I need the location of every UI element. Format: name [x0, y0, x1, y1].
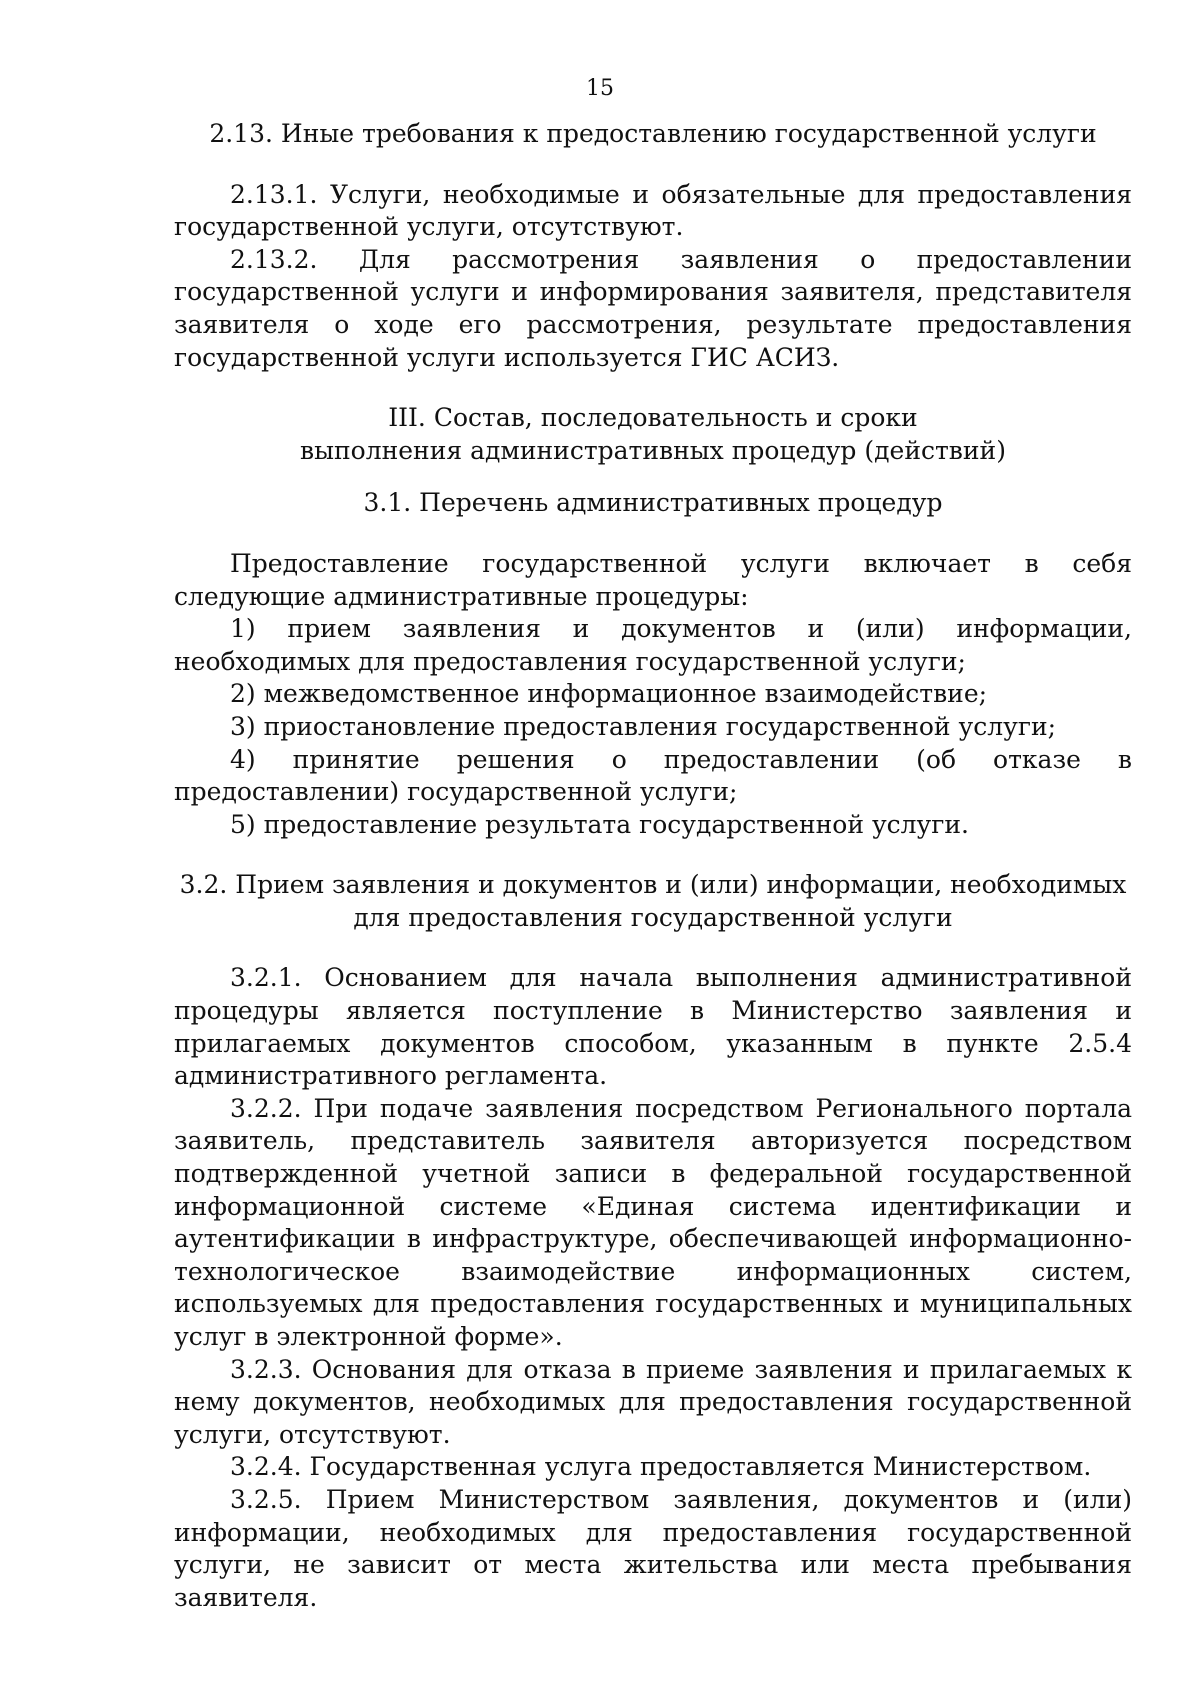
section-3-title-line2: выполнения административных процедур (действий)	[300, 435, 1006, 465]
procedure-item-3: 3) приостановление предоставления государственной услуги;	[230, 711, 1057, 741]
paragraph-3-2-1: 3.2.1. Основанием для начала выполнения административной процедуры является поступление в Министерство заявления и прилагаемых документов способом, указанным в пункте 2.5.4 административного регламента.	[174, 963, 1132, 1091]
procedure-item-5: 5) предоставление результата государственной услуги.	[230, 809, 969, 839]
paragraph-3-2-4: 3.2.4. Государственная услуга предоставляется Министерством.	[230, 1452, 1092, 1482]
page-number: 15	[586, 76, 614, 101]
paragraph-3-2-3: 3.2.3. Основания для отказа в приеме заявления и прилагаемых к нему документов, необходимых для предоставления государственной услуги, отсутствуют.	[174, 1354, 1132, 1449]
paragraph-2-13-2: 2.13.2. Для рассмотрения заявления о предоставлении государственной услуги и информирования заявителя, представителя заявителя о ходе его рассмотрения, результате предоставления государственной услуги используется ГИС АСИЗ.	[174, 244, 1132, 372]
paragraph-3-2-2: 3.2.2. При подаче заявления посредством Регионального портала заявитель, представитель заявителя авторизуется посредством подтвержденной учетной записи в федеральной государственной информационной системе «Единая система идентификации и аутентификации в инфраструктуре, обеспечивающей информационно-технологическое взаимодействие информационных систем, используемых для предоставления государственных и муниципальных услуг в электронной форме».	[174, 1093, 1132, 1351]
procedure-item-2: 2) межведомственное информационное взаимодействие;	[230, 679, 988, 709]
paragraph-3-1-intro: Предоставление государственной услуги включает в себя следующие административные процедуры:	[174, 548, 1132, 611]
section-3-title-line1: III. Состав, последовательность и сроки	[388, 403, 918, 433]
heading-3-1: 3.1. Перечень административных процедур	[363, 488, 943, 518]
heading-3-2-line2: для предоставления государственной услуги	[353, 902, 953, 932]
heading-3-2-line1: 3.2. Прием заявления и документов и (или) информации, необходимых	[179, 870, 1127, 900]
procedure-item-1: 1) прием заявления и документов и (или) информации, необходимых для предоставления государственной услуги;	[174, 614, 1132, 676]
paragraph-2-13-1: 2.13.1. Услуги, необходимые и обязательные для предоставления государственной услуги, отсутствуют.	[174, 179, 1132, 242]
procedure-item-4: 4) принятие решения о предоставлении (об отказе в предоставлении) государственной услуги;	[174, 744, 1132, 807]
paragraph-3-2-5: 3.2.5. Прием Министерством заявления, документов и (или) информации, необходимых для предоставления государственной услуги, не зависит от места жительства или места пребывания заявителя.	[174, 1484, 1132, 1612]
heading-2-13: 2.13. Иные требования к предоставлению государственной услуги	[209, 119, 1097, 148]
document-body	[174, 118, 1132, 1614]
